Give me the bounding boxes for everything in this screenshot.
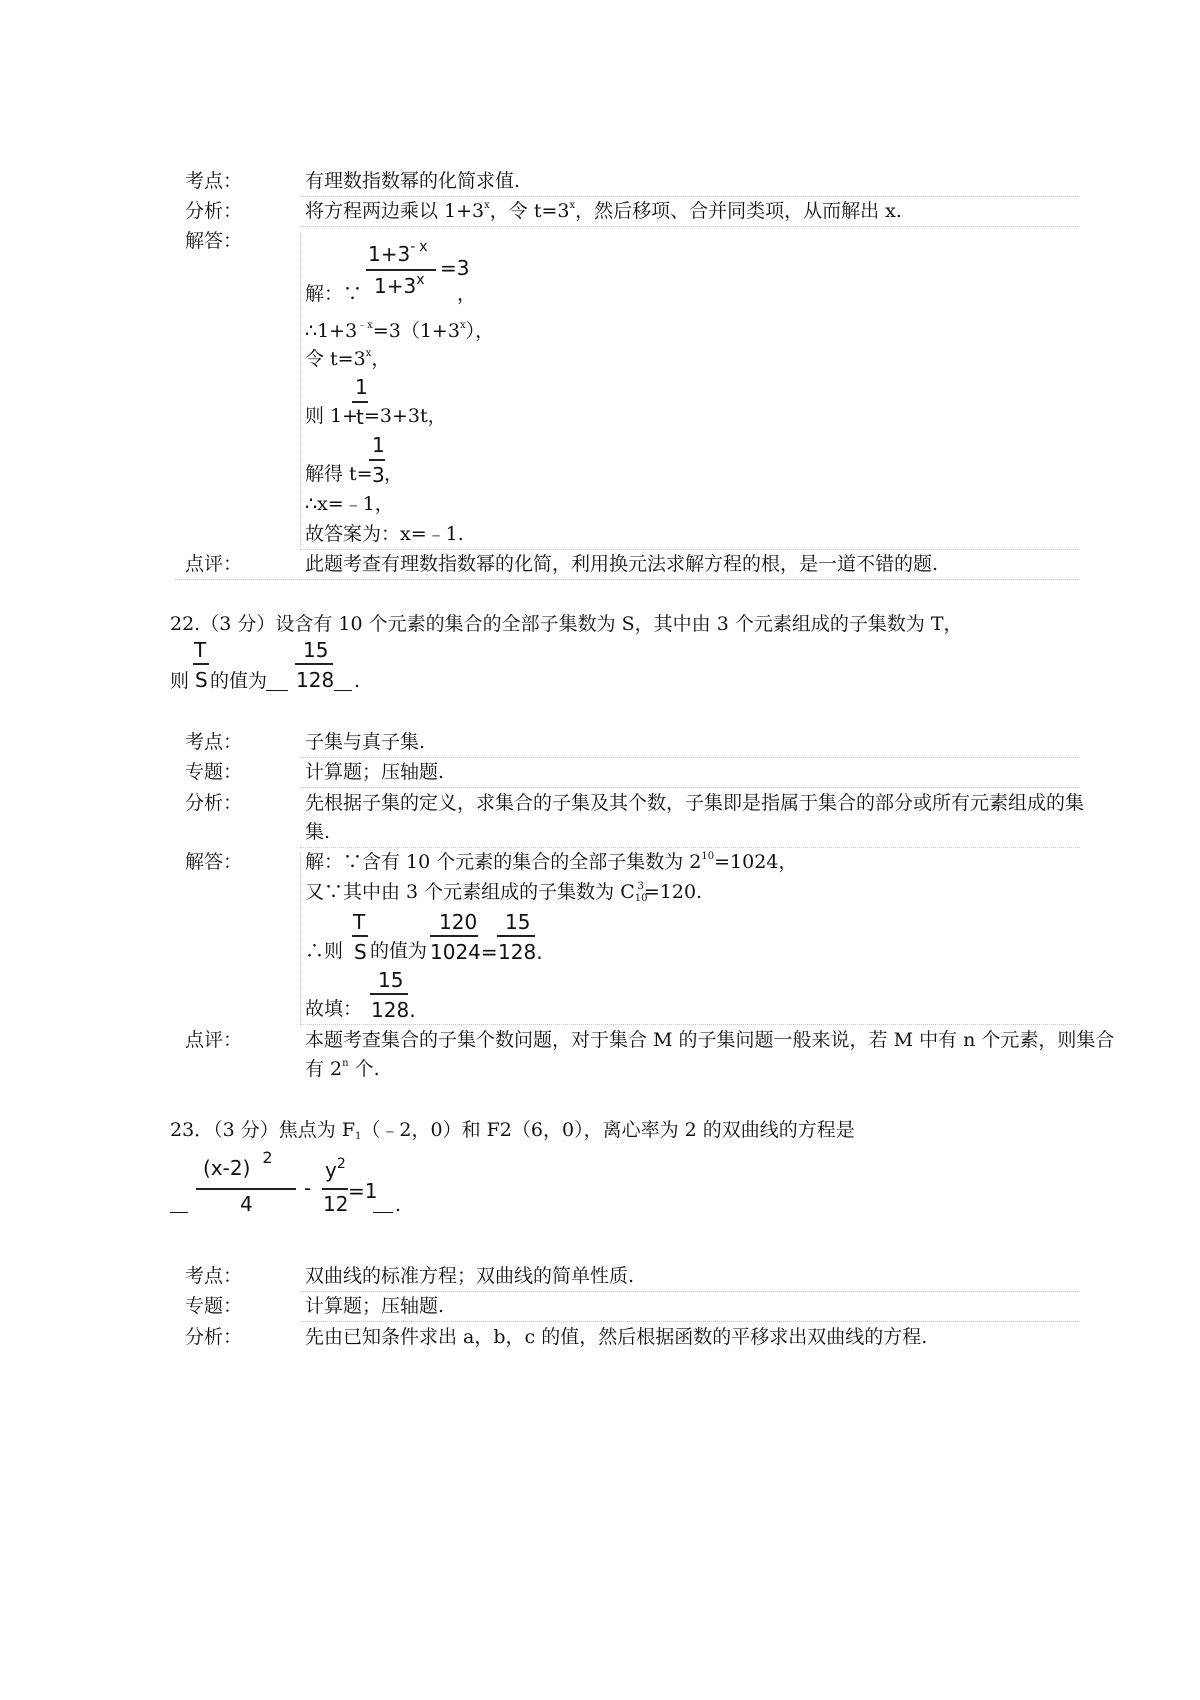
fraction-denominator: S (195, 668, 208, 692)
fraction-numerator: $y^2$ (325, 1156, 346, 1182)
divider (300, 787, 1080, 788)
fraction-denominator: 4 (240, 1192, 253, 1216)
fraction-denominator: S (354, 940, 367, 964)
fraction-numerator: (x-2) $^2$ (203, 1148, 273, 1180)
fraction-numerator: 15 (303, 638, 329, 662)
q21-step4-prefix: 解得 t= (305, 463, 373, 485)
fraction-numerator: T (194, 638, 207, 662)
q22-gutian: 故填： (305, 998, 363, 1020)
fraction-bar (196, 1188, 296, 1190)
q23-fenxi: 先由已知条件求出 a，b，c 的值，然后根据函数的平移求出双曲线的方程. (305, 1326, 928, 1348)
fraction-numerator: T (353, 910, 366, 934)
divider (300, 1024, 1080, 1025)
answer-blank (170, 1212, 188, 1213)
fraction-denominator: 128 (296, 668, 335, 692)
q22-dianping-line1: 本题考查集合的子集个数问题，对于集合 M 的子集问题一般来说，若 M 中有 n 个元素，则集合 (305, 1029, 1115, 1051)
divider (300, 549, 1080, 550)
fraction-bar (352, 401, 368, 403)
divider (300, 847, 1080, 848)
fraction-numerator: 1 (355, 375, 368, 399)
q21-comma: ， (457, 283, 477, 305)
fraction-numerator: $1+3^{-x}$ (368, 239, 432, 266)
q22-stem: 22.（3 分）设含有 10 个元素的集合的全部子集数为 S，其中由 3 个元素组成的子集数为 T， (170, 613, 963, 635)
q22-ze: 则 (170, 670, 190, 692)
label-fenxi: 分析： (185, 200, 243, 222)
q23-end: . (395, 1194, 402, 1216)
label-dianping: 点评： (185, 553, 243, 575)
q21-step3-suffix: =3+3t， (364, 405, 447, 427)
label-jieda: 解答： (185, 230, 243, 252)
fraction-denominator: 128. (498, 940, 543, 964)
q23-zhuanti: 计算题；压轴题. (305, 1295, 445, 1317)
fraction-numerator: 120 (439, 910, 478, 934)
q21-eq-3: =3 (440, 256, 470, 280)
q21-step3-prefix: 则 1+ (305, 405, 359, 427)
q23-eq-1: =1 (348, 1179, 378, 1203)
fraction-numerator: 15 (378, 968, 404, 992)
label-fenxi: 分析： (185, 1326, 243, 1348)
fraction-bar (352, 935, 368, 937)
divider (175, 579, 1080, 580)
answer-blank (266, 690, 288, 691)
label-zhuanti: 专题： (185, 761, 243, 783)
q22-jie3-prefix: ∴则 (305, 940, 344, 962)
q22-answer-fraction (295, 640, 337, 694)
q21-fenxi: 将方程两边乘以 $1+3^x$，令 $t=3^x$，然后移项、合并同类项，从而解出 x. (305, 200, 902, 222)
divider (300, 226, 1080, 227)
q22-fraction-15-over-128 (370, 968, 416, 1024)
fraction-bar (322, 1188, 348, 1190)
fraction-bar (366, 269, 436, 271)
label-kaodian: 考点： (185, 1265, 243, 1287)
divider (300, 757, 1080, 758)
q23-minus: - (304, 1176, 312, 1200)
label-kaodian: 考点： (185, 170, 243, 192)
fraction-bar (497, 935, 535, 937)
q22-end: . (354, 670, 361, 692)
fraction-denominator: 12 (323, 1192, 349, 1216)
label-dianping: 点评： (185, 1029, 243, 1051)
fraction-denominator: $1+3^x$ (374, 272, 425, 298)
divider (300, 853, 301, 1023)
q21-step5: ∴x=﹣1， (305, 493, 394, 515)
fraction-numerator: 15 (505, 910, 531, 934)
q22-jie3-mid: 的值为 (370, 940, 428, 962)
fraction-denominator: 3 (372, 463, 385, 487)
fraction-bar (295, 663, 333, 665)
q22-fenxi-line1: 先根据子集的定义，求集合的子集及其个数，子集即是指属于集合的部分或所有元素组成的集 (305, 792, 1085, 814)
divider (300, 1321, 1080, 1322)
q22-zhuanti: 计算题；压轴题. (305, 761, 445, 783)
q22-kaodian: 子集与真子集. (305, 731, 426, 753)
q21-kaodian: 有理数指数幂的化简求值. (305, 170, 521, 192)
fraction-bar (369, 459, 385, 461)
fraction-denominator: 1024= (430, 940, 498, 964)
answer-blank (373, 1212, 393, 1213)
q21-dianping: 此题考查有理数指数幂的化简，利用换元法求解方程的根，是一道不错的题. (305, 553, 939, 575)
q21-step2: 令 $t=3^x$， (305, 348, 391, 370)
q21-step1: $\therefore 1+3^{﹣x}=3(1+3^x)$， (305, 320, 495, 342)
q21-step6: 故答案为：x=﹣1. (305, 523, 464, 545)
answer-blank (334, 690, 352, 691)
label-kaodian: 考点： (185, 731, 243, 753)
fraction-numerator: 1 (372, 433, 385, 457)
q23-stem: 23．（3 分）焦点为 $F_1(﹣2$，0）和 F2（6，0），离心率为 2 的双曲线的方程是 (170, 1119, 855, 1142)
q23-answer-fraction-1 (196, 1148, 306, 1216)
q22-jie-line1: 解：∵含有 10 个元素的集合的全部子集数为 $2^{10}=1024$， (305, 851, 798, 873)
q22-de-zhi-wei: 的值为 (210, 670, 268, 692)
q21-jie-prefix: 解：∵ (305, 283, 363, 305)
fraction-bar (430, 935, 478, 937)
fraction-bar (370, 993, 408, 995)
label-jieda: 解答： (185, 851, 243, 873)
q22-fenxi-line2: 集. (305, 821, 331, 843)
q21-fraction-equation (364, 238, 444, 298)
divider (300, 1291, 1080, 1292)
q22-fraction-120-over-1024 (430, 910, 498, 966)
label-fenxi: 分析： (185, 792, 243, 814)
q22-fraction-t-over-s (352, 912, 372, 966)
fraction-bar (193, 663, 209, 665)
q21-step4-suffix: ， (384, 463, 404, 485)
q22-dianping-line2: 有 2$^n$ 个. (305, 1058, 380, 1080)
q22-jie-line2: 又∵其中由 3 个元素组成的子集数为 $C_{10}^3=120$. (305, 881, 703, 904)
label-zhuanti: 专题： (185, 1295, 243, 1317)
divider (300, 196, 1080, 197)
fraction-denominator: t (356, 405, 364, 429)
divider (300, 232, 301, 547)
fraction-denominator: 128. (371, 998, 416, 1022)
q23-kaodian: 双曲线的标准方程；双曲线的简单性质. (305, 1265, 635, 1287)
q22-fraction-15-over-128 (497, 910, 543, 966)
